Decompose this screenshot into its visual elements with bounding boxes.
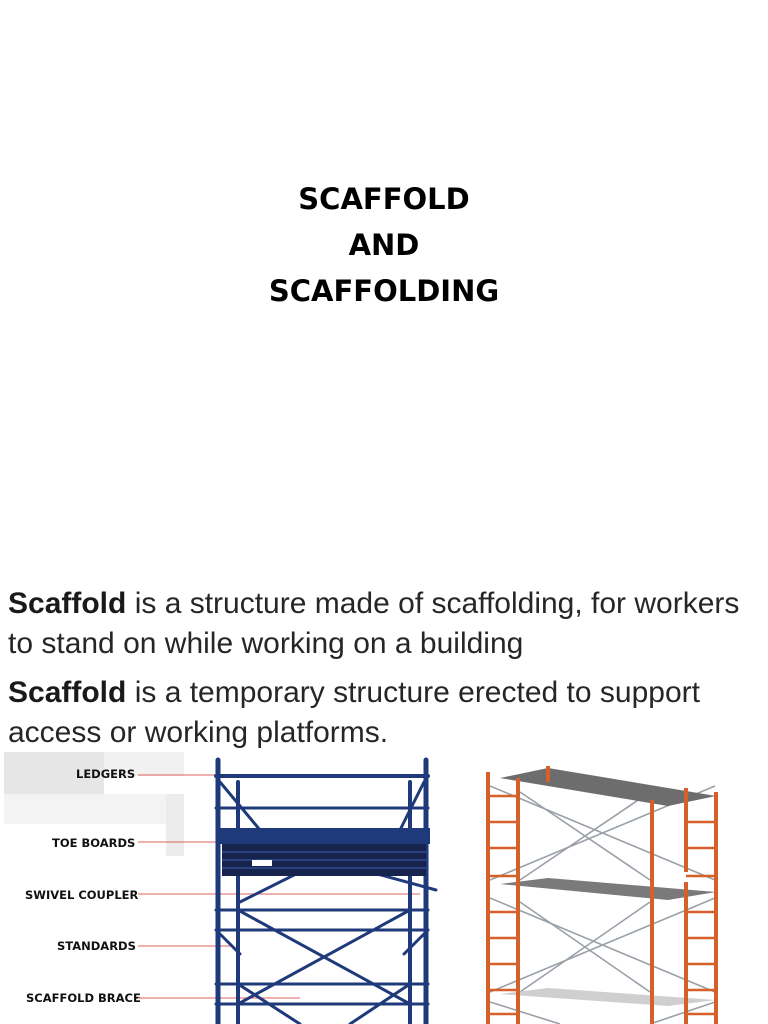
definition-1 xyxy=(8,584,763,664)
definition-1-term: Scaffold xyxy=(8,587,127,620)
label-toe-boards: TOE BOARDS xyxy=(52,836,136,850)
definition-2 xyxy=(8,673,763,753)
orange-scaffold xyxy=(488,766,716,1024)
title-line-1: SCAFFOLD xyxy=(298,182,470,216)
definition-2-term: Scaffold xyxy=(8,676,127,709)
definition-2-text: is a temporary structure erected to support access or working platforms. xyxy=(8,676,700,749)
label-standards: STANDARDS xyxy=(57,939,136,953)
scaffold-diagram-svg xyxy=(0,752,768,1024)
scaffold-diagram xyxy=(0,752,768,1024)
definition-1-text: is a structure made of scaffolding, for workers to stand on while working on a building xyxy=(8,587,740,660)
label-bg-block xyxy=(166,794,184,856)
slide-title xyxy=(0,176,768,314)
label-swivel-coupler: SWIVEL COUPLER xyxy=(25,888,139,902)
title-line-3: SCAFFOLDING xyxy=(268,274,500,308)
title-line-2: AND xyxy=(348,228,420,262)
label-ledgers: LEDGERS xyxy=(76,767,136,781)
blue-platform xyxy=(216,828,430,876)
blue-scaffold xyxy=(216,760,436,1024)
label-scaffold-brace: SCAFFOLD BRACE xyxy=(26,991,141,1005)
label-bg-block xyxy=(4,794,184,824)
